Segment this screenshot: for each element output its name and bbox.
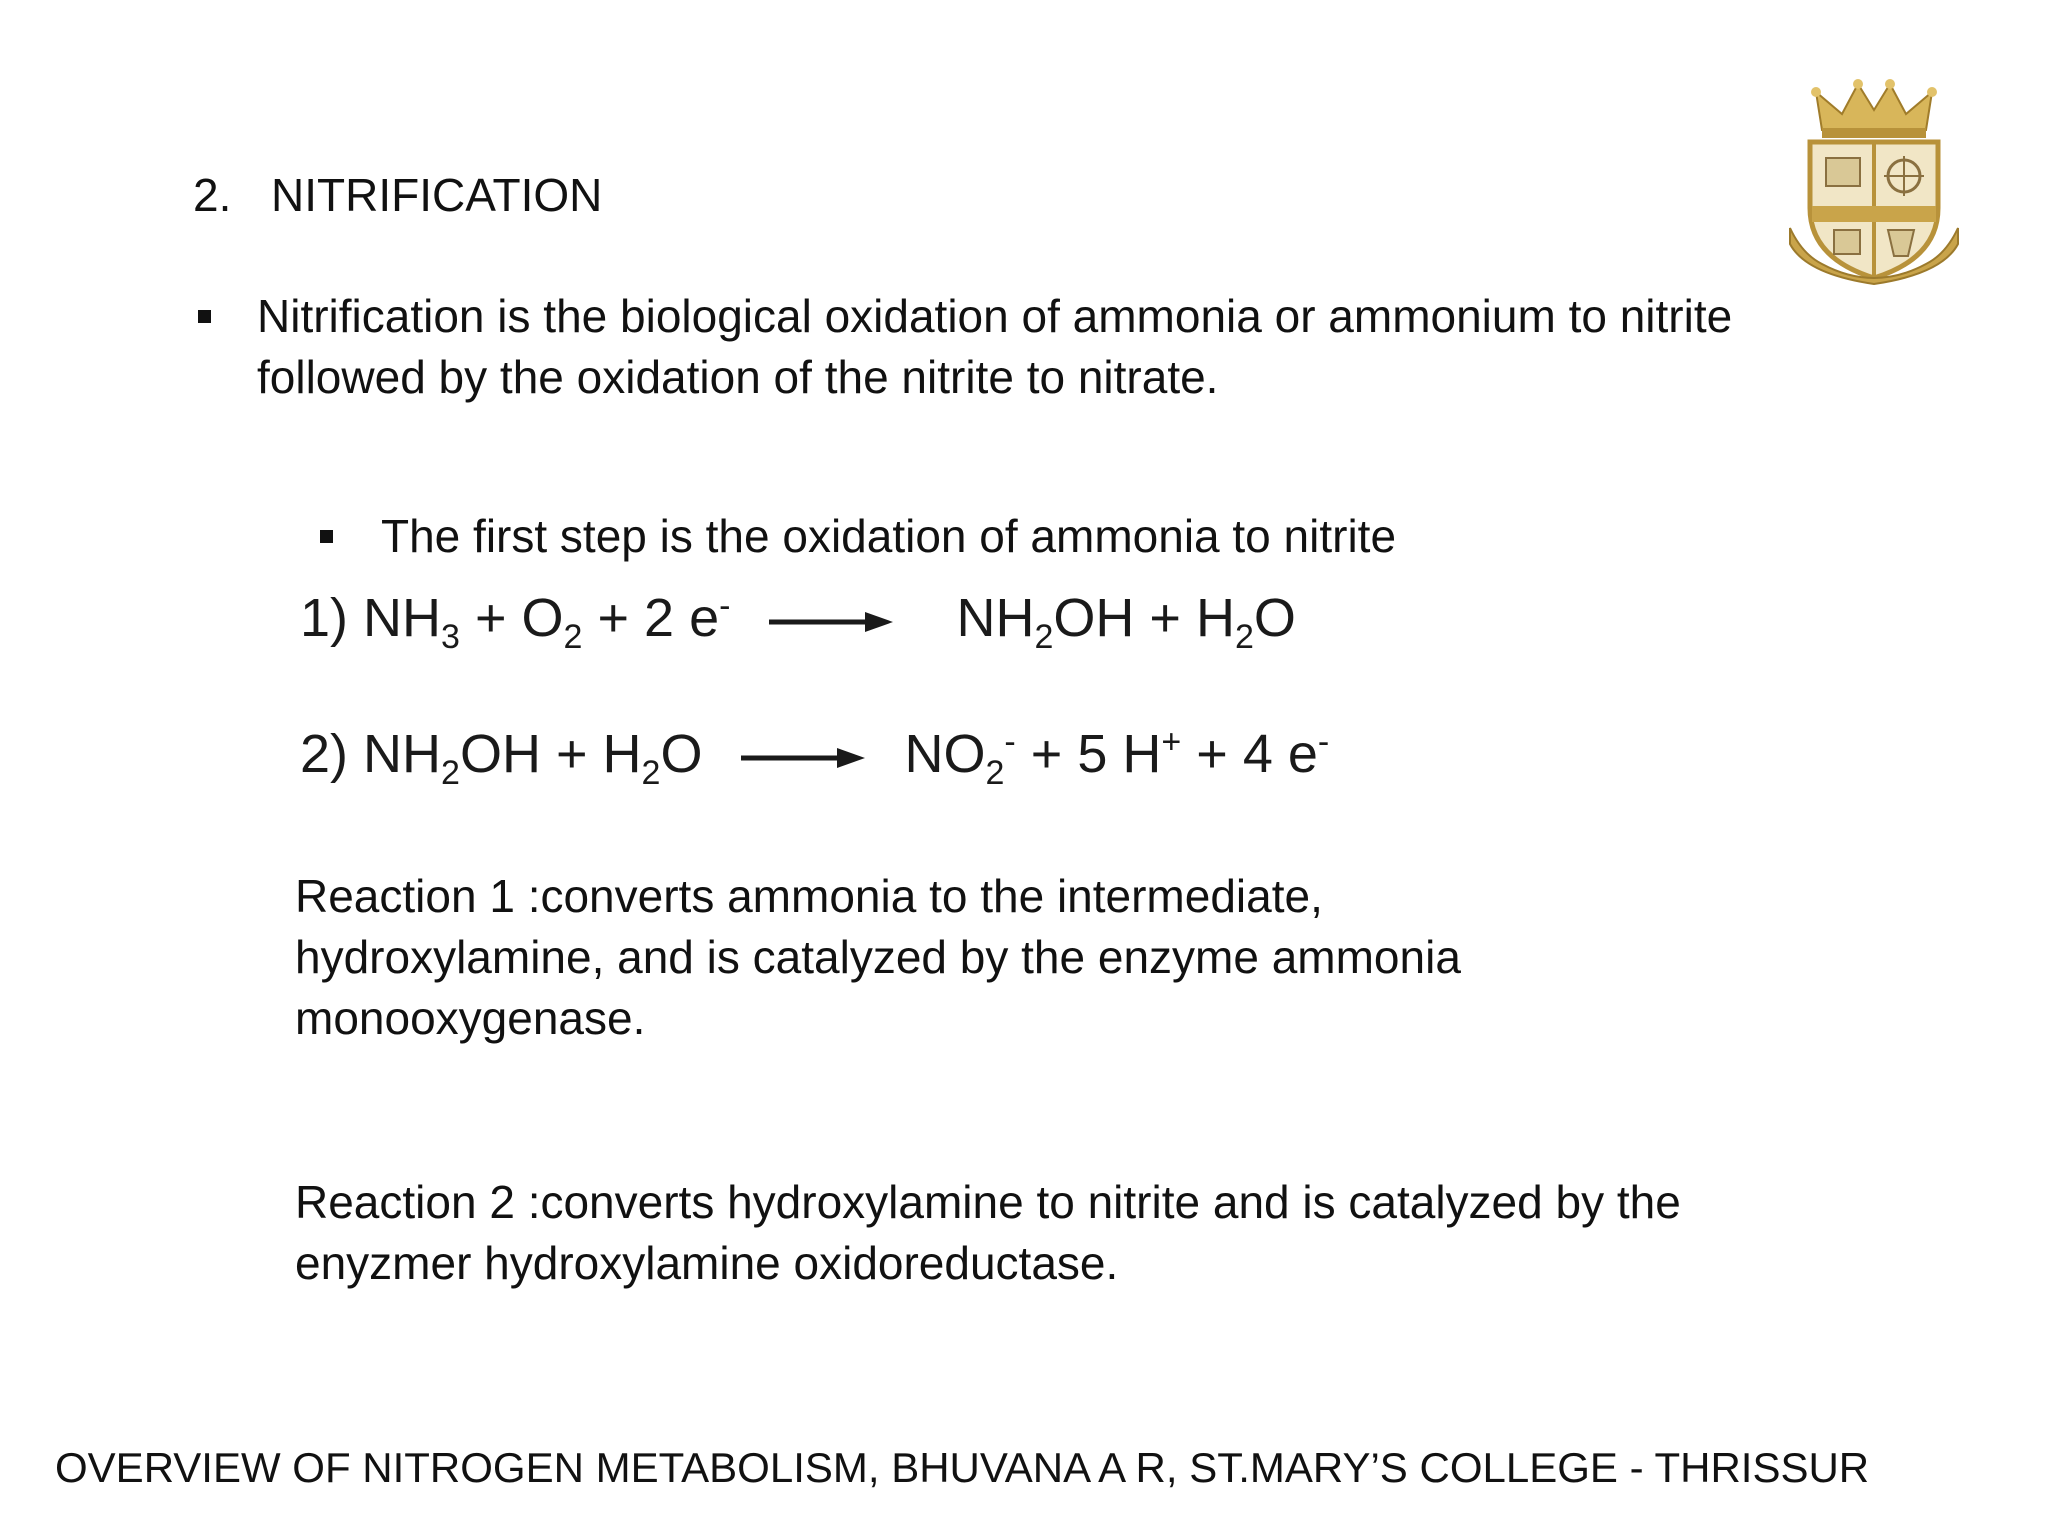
footer: OVERVIEW OF NITROGEN METABOLISM, BHUVANA A R, ST.MARY’S COLLEGE - THRISSUR <box>55 1444 1870 1491</box>
section-title: NITRIFICATION <box>271 169 603 221</box>
eq2-plus: + <box>1196 724 1228 784</box>
reaction-1-description: Reaction 1 :converts ammonia to the intermediate, hydroxylamine, and is catalyzed by the enzyme ammonia monooxygenase. <box>295 870 1461 1044</box>
equation-1-label: 1) <box>300 588 349 648</box>
reaction-arrow-icon <box>769 610 893 634</box>
eq2-nh2oh-rest: OH <box>459 724 541 784</box>
eq2-water-rest: O <box>660 724 703 784</box>
eq1-nh: NH <box>363 588 442 648</box>
eq1-nh2oh-sub: 2 <box>1034 617 1054 656</box>
eq2-nitrite: NO <box>904 724 986 784</box>
eq1-nh2oh: NH <box>956 588 1035 648</box>
eq1-plus: + <box>1149 588 1181 648</box>
eq1-water-rest: O <box>1253 588 1296 648</box>
eq1-o: O <box>521 588 564 648</box>
section-heading <box>193 165 602 225</box>
reaction-2-description: Reaction 2 :converts hydroxylamine to nitrite and is catalyzed by the enyzmer hydroxylamine oxidoreductase. <box>295 1176 1681 1289</box>
eq1-electrons-sup: - <box>719 587 731 625</box>
eq1-water: H <box>1195 588 1235 648</box>
eq1-electrons: 2 e <box>644 588 720 648</box>
bullet-first-step-text: The first step is the oxidation of ammonia to nitrite <box>381 510 1397 562</box>
equation-1 <box>300 586 1296 656</box>
equation-2-label: 2) <box>300 724 349 784</box>
eq2-nitrite-sup: - <box>1004 723 1016 761</box>
eq1-water-sub: 2 <box>1234 617 1254 656</box>
reaction-arrow-icon <box>741 746 865 770</box>
eq2-protons: 5 H <box>1077 724 1162 784</box>
bullet-definition <box>198 286 1838 408</box>
eq1-nh2oh-rest: OH <box>1053 588 1135 648</box>
square-bullet-icon <box>320 530 333 543</box>
eq2-protons-sup: + <box>1161 723 1182 761</box>
section-number: 2. <box>193 169 232 221</box>
eq2-water-sub: 2 <box>641 753 661 792</box>
equation-2 <box>300 722 1330 792</box>
eq2-electrons-sup: - <box>1317 723 1330 761</box>
bullet-first-step <box>320 506 1620 567</box>
eq1-nh-sub: 3 <box>441 617 460 656</box>
bullet-definition-text: Nitrification is the biological oxidation of ammonia or ammonium to nitrite followed by the oxidation of the nitrite to nitrate. <box>257 290 1733 403</box>
eq2-nitrite-sub: 2 <box>985 753 1005 792</box>
eq1-plus: + <box>597 588 630 648</box>
square-bullet-icon <box>198 310 211 323</box>
eq2-water: H <box>602 724 642 784</box>
eq2-plus: + <box>1030 724 1063 784</box>
eq2-nh2oh: NH <box>363 724 442 784</box>
college-crest-icon <box>1782 78 1966 288</box>
eq2-electrons: 4 e <box>1242 724 1318 784</box>
eq2-plus: + <box>555 724 588 784</box>
eq1-o-sub: 2 <box>563 617 583 656</box>
eq2-nh2oh-sub: 2 <box>441 753 460 792</box>
eq1-plus: + <box>474 588 507 648</box>
